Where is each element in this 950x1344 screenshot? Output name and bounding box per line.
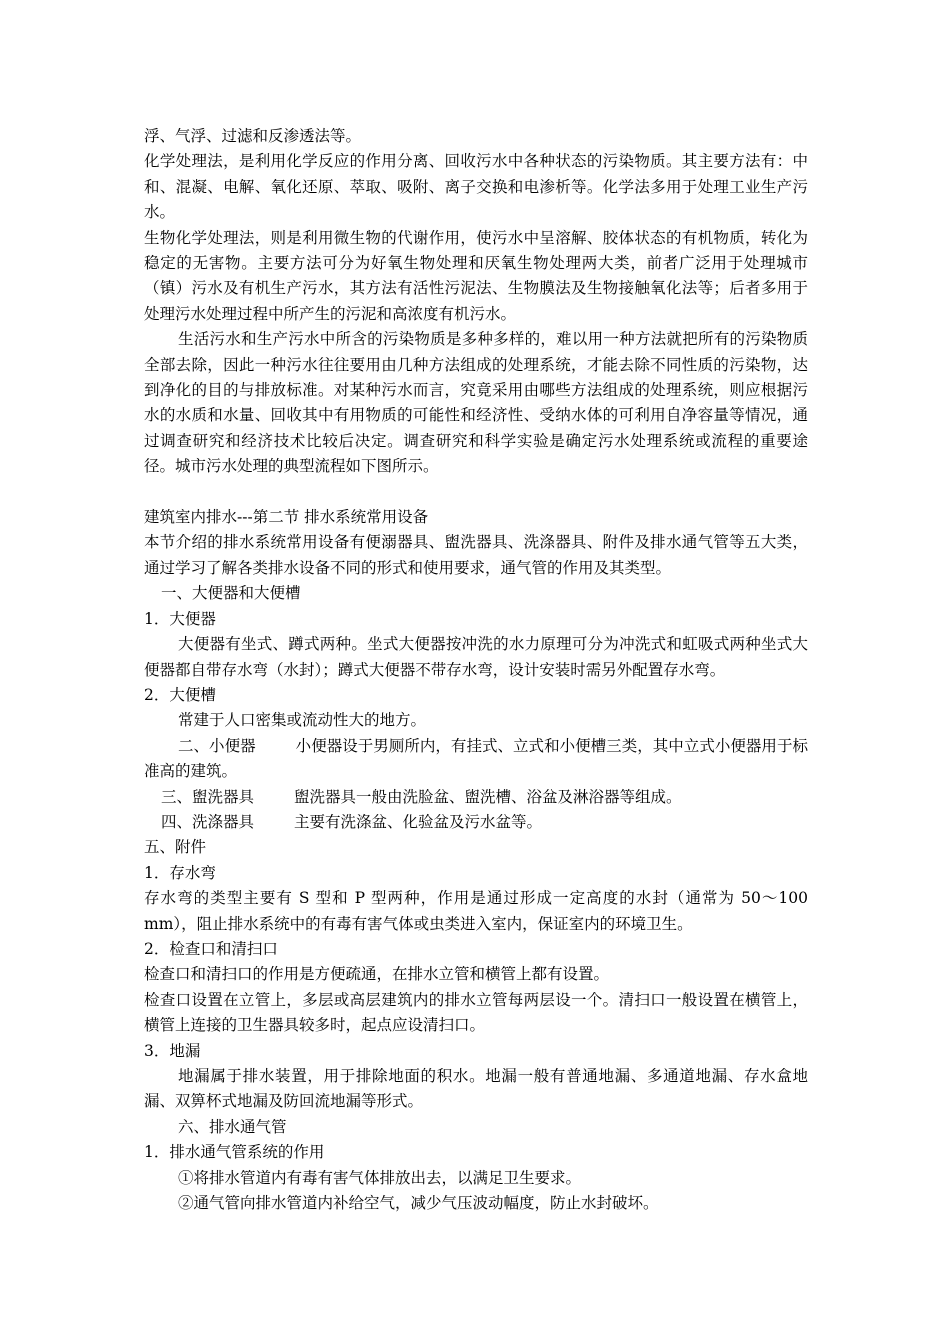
heading-sink: 四、洗涤器具 <box>161 812 255 831</box>
paragraph-toilet: 大便器有坐式、蹲式两种。坐式大便器按冲洗的水力原理可分为冲洗式和虹吸式两种坐式大便器都自带存水弯（水封）；蹲式大便器不带存水弯，设计安装时需另外配置存水弯。 <box>144 635 808 679</box>
paragraph-cleanout-2: 检查口设置在立管上，多层或高层建筑内的排水立管每两层设一个。清扫口一般设置在横管上，横管上连接的卫生器具较多时，起点应设清扫口。 <box>144 990 808 1035</box>
subheading-trap: 1．存水弯 <box>144 863 216 882</box>
paragraph-washbasin <box>144 785 808 810</box>
section-title: 建筑室内排水---第二节 排水系统常用设备 <box>144 508 429 527</box>
paragraph-treatment-system: 生活污水和生产污水中所含的污染物质是多种多样的，难以用一种方法就把所有的污染物质全部去除，因此一种污水往往要用由几种方法组成的处理系统，才能去除不同性质的污染物，达到净化的目的与排放标准。对某种污水而言，究竟采用由哪些方法组成的处理系统，则应根据污水的水质和水量、回收其中有用物质的可能性和经济性、受纳水体的可利用自净容量等情况，通过调查研究和经济技术比较后决定。调查研究和科学实验是确定污水处理系统或流程的重要途径。城市污水处理的典型流程如下图所示。 <box>144 330 808 476</box>
text-washbasin: 盥洗器具一般由洗脸盆、盥洗槽、浴盆及淋浴器等组成。 <box>294 787 682 806</box>
heading-toilet-and-trough: 一、大便器和大便槽 <box>161 584 301 603</box>
paragraph-trap: 存水弯的类型主要有 S 型和 P 型两种，作用是通过形成一定高度的水封（通常为 50～100 mm），阻止排水系统中的有毒有害气体或虫类进入室内，保证室内的环境卫生。 <box>144 889 808 933</box>
paragraph-floor-drain: 地漏属于排水装置，用于排除地面的积水。地漏一般有普通地漏、多通道地漏、存水盒地漏、双箅杯式地漏及防回流地漏等形式。 <box>144 1067 808 1111</box>
subheading-toilet: 1．大便器 <box>144 609 216 628</box>
text-sink: 主要有洗涤盆、化验盆及污水盆等。 <box>294 812 543 831</box>
paragraph-urinal <box>144 734 808 785</box>
list-item-vent-function-2: ②通气管向排水管道内补给空气，减少气压波动幅度，防止水封破坏。 <box>178 1194 659 1213</box>
list-item-vent-function-1: ①将排水管道内有毒有害气体排放出去，以满足卫生要求。 <box>178 1168 582 1187</box>
heading-accessories: 五、附件 <box>144 838 207 857</box>
subheading-cleanout: 2．检查口和清扫口 <box>144 939 278 958</box>
paragraph-chemical-treatment: 化学处理法，是利用化学反应的作用分离、回收污水中各种状态的污染物质。其主要方法有：中和、混凝、电解、氧化还原、萃取、吸附、离子交换和电渗析等。化学法多用于处理工业生产污水。 <box>144 152 808 222</box>
paragraph-physical-methods-end: 浮、气浮、过滤和反渗透法等。 <box>144 127 362 145</box>
document-page <box>144 124 808 1216</box>
heading-washbasin: 三、盥洗器具 <box>161 787 255 806</box>
paragraph-toilet-trough: 常建于人口密集或流动性大的地方。 <box>178 711 427 730</box>
text-urinal: 小便器设于男厕所内，有挂式、立式和小便槽三类，其中立式小便器用于标准高的建筑。 <box>144 736 808 781</box>
paragraph-cleanout-1: 检查口和清扫口的作用是方便疏通，在排水立管和横管上都有设置。 <box>144 965 610 984</box>
subheading-vent-function: 1．排水通气管系统的作用 <box>144 1143 325 1162</box>
heading-vent-pipe: 六、排水通气管 <box>178 1117 287 1136</box>
paragraph-sink <box>144 810 808 835</box>
blank-line <box>144 480 808 505</box>
paragraph-biochemical-treatment: 生物化学处理法，则是利用微生物的代谢作用，使污水中呈溶解、胶体状态的有机物质，转化为稳定的无害物。主要方法可分为好氧生物处理和厌氧生物处理两大类，前者广泛用于处理城市（镇）污水及有机生产污水，其方法有活性污泥法、生物膜法及生物接触氧化法等；后者多用于处理污水处理过程中所产生的污泥和高浓度有机污水。 <box>144 228 808 323</box>
section-intro: 本节介绍的排水系统常用设备有便溺器具、盥洗器具、洗涤器具、附件及排水通气管等五大类，通过学习了解各类排水设备不同的形式和使用要求，通气管的作用及其类型。 <box>144 533 808 577</box>
subheading-floor-drain: 3．地漏 <box>144 1041 201 1060</box>
subheading-toilet-trough: 2．大便槽 <box>144 685 216 704</box>
heading-urinal: 二、小便器 <box>178 736 256 755</box>
